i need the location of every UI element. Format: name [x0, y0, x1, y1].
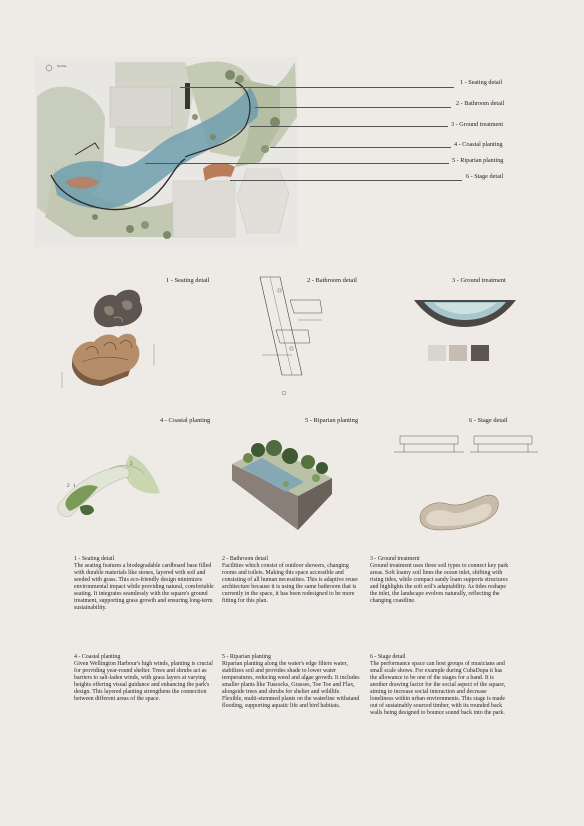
description-riparian-heading: 5 - Riparian planting — [222, 654, 271, 660]
callout-bathroom: 2 - Bathroom detail — [456, 100, 505, 107]
callout-ground: 3 - Ground treatment — [451, 121, 504, 128]
soil-swatch-dark — [471, 345, 489, 361]
description-bathroom-body: Facilities which consist of outdoor showers, changing rooms and toilets. Making this space accessible and consisting of all human necessities. This is adaptive reuse architecture because it is using the same bathroom that is currently in the space, it has been redesigned to be more fitting for this plan. — [222, 563, 358, 605]
callout-stage: 6 - Stage detail — [466, 173, 504, 180]
description-seating-body: The seating features a biodegradable cardboard base filled with durable materials like stones, layered with soil and seeded with grass. This eco-friendly design minimizes environmental impact while providing natural, comfortable seating. It integrates seamlessly with the square's ground treatment, supporting grass growth and ensuring long-term sustainability. — [74, 563, 214, 612]
description-ground-heading: 3 - Ground treatment — [370, 556, 420, 562]
leader-line-ground — [250, 126, 448, 127]
stage-detail-title: 6 - Stage detail — [469, 417, 508, 424]
leader-line-seating — [180, 87, 454, 88]
ground-treatment-section — [410, 295, 520, 335]
site-plan-drawing — [35, 57, 297, 247]
coastal-tag-1: 1 — [73, 484, 76, 489]
description-coastal-heading: 4 - Coastal planting — [74, 654, 121, 660]
callout-seating: 1 - Seating detail — [460, 79, 503, 86]
description-ground — [370, 556, 510, 605]
seating-detail-title: 1 - Seating detail — [166, 277, 210, 284]
bathroom-detail-title: 2 - Bathroom detail — [307, 277, 357, 284]
bathroom-detail-drawing — [250, 275, 340, 400]
soil-swatch-light — [428, 345, 446, 361]
description-riparian-body: Riparian planting along the water's edge filters water, stabilizes soil and provides shade to lower water temperatures, reducing weed and algae growth. It includes smaller plants like Tussocks, Grasses, Toe Toe and Flax, alongside trees and shrubs for shelter and wildlife. Flexible, multi-stemmed plants on the waterline withstand flooding, supporting aquatic life and bird habitats. — [222, 661, 360, 710]
description-bathroom — [222, 556, 362, 605]
description-coastal-body: Given Wellington Harbour's high winds, planting is crucial for providing year-round shelter. Trees and shrubs act as barriers to salt-laden winds, with grass layers at varying heights offering visual guidance and enhancing the park's design. This layered planting strengthens the connection between different areas of the space. — [74, 661, 213, 703]
coastal-tag-2: 2 — [67, 484, 70, 489]
description-coastal — [74, 654, 214, 703]
stage-detail-drawing — [392, 430, 542, 540]
description-bathroom-heading: 2 - Bathroom detail — [222, 556, 268, 562]
leader-line-coastal — [270, 147, 451, 148]
leader-line-stage — [230, 180, 462, 181]
coastal-tag-3: 3 — [130, 462, 133, 467]
coastal-planting-title: 4 - Coastal planting — [160, 417, 211, 424]
description-stage — [370, 654, 510, 717]
callout-coastal: 4 - Coastal planting — [454, 141, 503, 148]
soil-swatch-mid — [449, 345, 467, 361]
site-plan — [35, 57, 297, 247]
seating-detail-drawing — [42, 280, 172, 392]
riparian-planting-title: 5 - Riparian planting — [305, 417, 359, 424]
description-riparian — [222, 654, 362, 710]
description-seating — [74, 556, 214, 612]
leader-line-riparian — [145, 163, 449, 164]
leader-line-bathroom — [255, 107, 451, 108]
callout-riparian: 5 - Riparian planting — [452, 157, 504, 164]
description-stage-body: The performance space can host groups of musicians and small scale shows. For example during CubaDupa it has the allowance to be one of the stages for a band. It is another drawing factor for the social aspect of the square, aiming to increase social interaction and decrease loneliness within urban environments. This stage is made out of sustainably sourced timber, with its rounded back walls being designed to bounce sound back into the park. — [370, 661, 506, 717]
ground-treatment-title: 3 - Ground treatment — [452, 277, 506, 284]
description-seating-heading: 1 - Seating detail — [74, 556, 115, 562]
description-ground-body: Ground treatment uses three soil types to connect key park areas. Soft loamy soil lines the ocean inlet, shifting with rising tides, while compact sandy loam supports structures and highlights the soft soil's adaptability. As tides reshape the inlet, the landscape evolves naturally, reflecting the changing coastline. — [370, 563, 509, 605]
site-plan-tag: Site Plan — [57, 65, 67, 68]
description-stage-heading: 6 - Stage detail — [370, 654, 406, 660]
riparian-planting-drawing — [228, 434, 338, 534]
